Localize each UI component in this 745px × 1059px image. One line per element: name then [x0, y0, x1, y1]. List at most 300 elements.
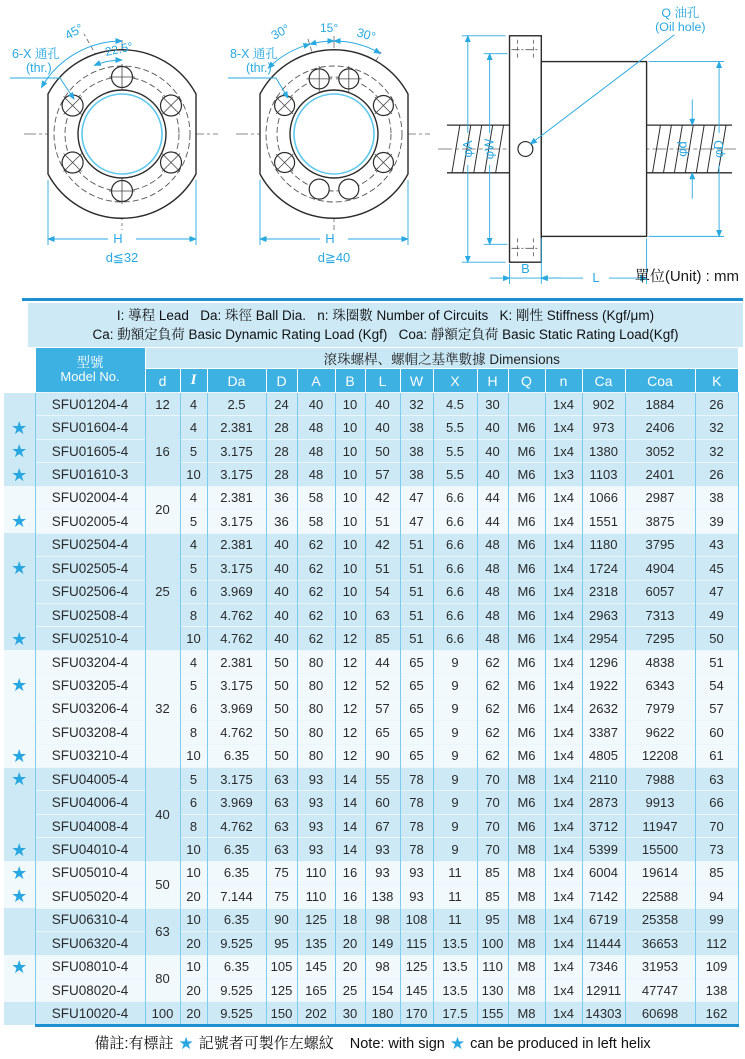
spec-cell: M6	[508, 439, 545, 462]
spec-cell: 62	[477, 674, 508, 697]
nut-body	[541, 62, 646, 237]
footer-zh-prefix: 備註:有標註	[94, 1035, 174, 1052]
spec-cell: 73	[695, 838, 738, 861]
spec-cell: 1x4	[545, 814, 582, 837]
spec-cell: 4	[180, 650, 207, 673]
spec-cell: 39	[695, 510, 738, 533]
spec-cell: 4.762	[207, 814, 266, 837]
table-row	[4, 697, 738, 720]
spec-cell: 85	[365, 627, 400, 650]
spec-cell: 78	[400, 768, 433, 791]
spec-cell: 44	[477, 510, 508, 533]
spec-cell: 47	[400, 510, 433, 533]
column-head-x: X	[433, 369, 477, 393]
spec-cell: M6	[508, 416, 545, 439]
d-value-cell: 16	[145, 416, 180, 486]
spec-cell: 1551	[582, 510, 625, 533]
spec-cell: 10	[335, 580, 365, 603]
spec-cell: 1x4	[545, 721, 582, 744]
model-no-cell: SFU10020-4	[35, 1002, 145, 1025]
spec-cell: 7979	[625, 697, 695, 720]
left-helix-star-icon: ★	[4, 885, 35, 908]
spec-cell: 2987	[625, 486, 695, 509]
spec-cell: 28	[266, 463, 297, 486]
spec-cell: 19614	[625, 861, 695, 884]
spec-cell: 110	[297, 861, 335, 884]
spec-cell: 10	[335, 557, 365, 580]
spec-cell: 7346	[582, 955, 625, 978]
column-head-b: B	[335, 369, 365, 393]
spec-cell: 49	[695, 603, 738, 626]
spec-cell: 3.969	[207, 697, 266, 720]
spec-cell: 162	[695, 1002, 738, 1025]
left-helix-star-icon: ★	[4, 416, 35, 439]
spec-cell: 93	[297, 768, 335, 791]
dia-d-small-label: φd	[674, 141, 690, 157]
d-value-cell: 80	[145, 955, 180, 1002]
model-no-cell: SFU08020-4	[35, 978, 145, 1001]
spec-cell: 2401	[625, 463, 695, 486]
spec-cell: 28	[266, 416, 297, 439]
spec-cell: 1x4	[545, 650, 582, 673]
spec-cell: 10	[335, 603, 365, 626]
spec-cell: 90	[266, 908, 297, 931]
spec-cell: 2.381	[207, 533, 266, 556]
spec-cell: 47	[400, 486, 433, 509]
spec-cell: 1x4	[545, 978, 582, 1001]
spec-cell: M6	[508, 791, 545, 814]
spec-cell: 95	[266, 932, 297, 955]
spec-cell: 80	[297, 744, 335, 767]
spec-table-body	[4, 393, 738, 1026]
star-spacer	[4, 1002, 35, 1025]
spec-cell: 10	[180, 627, 207, 650]
table-row	[4, 650, 738, 673]
spec-cell: 6057	[625, 580, 695, 603]
spec-cell: 1x4	[545, 603, 582, 626]
spec-cell: 4.762	[207, 627, 266, 650]
spec-cell: 44	[477, 486, 508, 509]
legend-line-1: I: 導程 Lead Da: 珠徑 Ball Dia. n: 珠圈數 Number of Circuits K: 剛性 Stiffness (Kgf/μm)	[116, 308, 655, 323]
spec-cell: 16	[335, 861, 365, 884]
table-row	[4, 885, 738, 908]
spec-cell: 7295	[625, 627, 695, 650]
drawing-flange-8holes	[222, 14, 432, 266]
spec-cell: 9	[433, 768, 477, 791]
holes-count-label: 8-X 通孔	[230, 47, 278, 61]
model-no-cell: SFU01604-4	[35, 416, 145, 439]
spec-cell: 105	[266, 955, 297, 978]
spec-cell: 40	[297, 393, 335, 416]
thr-label: (thr.)	[26, 61, 52, 75]
spec-cell: 18	[335, 908, 365, 931]
column-head-n: n	[545, 369, 582, 393]
left-helix-star-icon: ★	[4, 861, 35, 884]
model-no-cell: SFU02504-4	[35, 533, 145, 556]
star-spacer	[4, 393, 35, 416]
spec-cell: 11	[433, 885, 477, 908]
spec-cell: 85	[477, 885, 508, 908]
table-row	[4, 955, 738, 978]
dia-w-label: φW	[481, 138, 497, 160]
spec-cell: 1922	[582, 674, 625, 697]
spec-cell	[508, 393, 545, 416]
table-row	[4, 674, 738, 697]
table-row	[4, 932, 738, 955]
model-no-cell: SFU03208-4	[35, 721, 145, 744]
spec-cell: 62	[297, 627, 335, 650]
spec-cell: M8	[508, 861, 545, 884]
spec-cell: 9	[433, 721, 477, 744]
column-head-q: Q	[508, 369, 545, 393]
spec-cell: 6.6	[433, 603, 477, 626]
spec-cell: 150	[266, 1002, 297, 1025]
spec-cell: 26	[695, 463, 738, 486]
spec-cell: 6	[180, 697, 207, 720]
spec-cell: 11947	[625, 814, 695, 837]
spec-cell: 65	[400, 697, 433, 720]
angle-15-label: 15°	[320, 21, 339, 35]
spec-cell: 10	[180, 838, 207, 861]
spec-cell: 10	[180, 463, 207, 486]
spec-cell: M8	[508, 885, 545, 908]
spec-cell: 40	[266, 557, 297, 580]
spec-cell: 93	[365, 838, 400, 861]
spec-cell: 67	[365, 814, 400, 837]
model-no-cell: SFU06320-4	[35, 932, 145, 955]
spec-cell: 202	[297, 1002, 335, 1025]
model-no-cell: SFU02508-4	[35, 603, 145, 626]
spec-cell: 63	[266, 791, 297, 814]
spec-cell: 6.6	[433, 557, 477, 580]
spec-cell: 44	[365, 650, 400, 673]
spec-cell: 1x4	[545, 416, 582, 439]
column-head-d: D	[266, 369, 297, 393]
spec-cell: 50	[266, 744, 297, 767]
spec-cell: 1380	[582, 439, 625, 462]
spec-cell: 40	[266, 580, 297, 603]
spec-cell: 48	[297, 416, 335, 439]
spec-cell: M6	[508, 814, 545, 837]
spec-cell: 93	[297, 791, 335, 814]
model-no-cell: SFU02510-4	[35, 627, 145, 650]
spec-cell: 20	[180, 1002, 207, 1025]
spec-cell: 4.762	[207, 721, 266, 744]
spec-cell: 5	[180, 768, 207, 791]
spec-cell: 5.5	[433, 439, 477, 462]
table-row	[4, 838, 738, 861]
spec-cell: 3.175	[207, 439, 266, 462]
spec-cell: 51	[365, 510, 400, 533]
spec-cell: 78	[400, 791, 433, 814]
spec-cell: 12	[335, 721, 365, 744]
spec-cell: 10	[335, 439, 365, 462]
spec-table-wrap	[4, 348, 738, 1027]
spec-cell: 70	[477, 791, 508, 814]
spec-cell: 112	[695, 932, 738, 955]
left-helix-star-icon: ★	[4, 463, 35, 486]
spec-cell: 5	[180, 674, 207, 697]
spec-cell: 54	[695, 674, 738, 697]
spec-cell: 36	[266, 486, 297, 509]
oil-hole-label: Q 油孔	[661, 5, 700, 20]
spec-cell: 24	[266, 393, 297, 416]
angle-30-left-label: 30°	[268, 21, 293, 43]
column-head-da: Da	[207, 369, 266, 393]
spec-cell: 2318	[582, 580, 625, 603]
spec-cell: 48	[477, 627, 508, 650]
spec-cell: 93	[365, 861, 400, 884]
bore-outer	[290, 90, 378, 178]
spec-cell: 50	[695, 627, 738, 650]
column-head-d: d	[145, 369, 180, 393]
spec-cell: 2.381	[207, 486, 266, 509]
spec-cell: M8	[508, 978, 545, 1001]
spec-cell: 6.35	[207, 861, 266, 884]
spec-cell: 1x4	[545, 885, 582, 908]
column-head-ca: Ca	[582, 369, 625, 393]
spec-cell: M6	[508, 580, 545, 603]
spec-cell: 12	[335, 697, 365, 720]
spec-cell: 9.525	[207, 978, 266, 1001]
spec-cell: 902	[582, 393, 625, 416]
spec-cell: M6	[508, 697, 545, 720]
spec-cell: 60698	[625, 1002, 695, 1025]
spec-cell: 11	[433, 908, 477, 931]
spec-cell: 10	[335, 463, 365, 486]
spec-cell: 973	[582, 416, 625, 439]
spec-cell: 63	[266, 814, 297, 837]
spec-cell: 9913	[625, 791, 695, 814]
spec-cell: 78	[400, 814, 433, 837]
model-no-cell: SFU02505-4	[35, 557, 145, 580]
spec-cell: 14	[335, 791, 365, 814]
spec-cell: 4.762	[207, 603, 266, 626]
spec-table	[4, 348, 739, 1027]
spec-cell: 48	[297, 463, 335, 486]
spec-cell: M6	[508, 463, 545, 486]
dia-a-label: φA	[459, 140, 475, 158]
spec-cell: 85	[477, 861, 508, 884]
spec-cell: 51	[400, 533, 433, 556]
spec-cell: 15500	[625, 838, 695, 861]
spec-cell: 57	[695, 697, 738, 720]
star-spacer	[4, 978, 35, 1001]
d-range-label: d≦32	[105, 250, 139, 265]
spec-cell: 65	[400, 674, 433, 697]
spec-cell: 62	[477, 697, 508, 720]
spec-cell: 2.5	[207, 393, 266, 416]
spec-cell: 63	[266, 768, 297, 791]
spec-cell: 1x4	[545, 439, 582, 462]
spec-cell: 93	[297, 814, 335, 837]
spec-cell: 3712	[582, 814, 625, 837]
spec-cell: 4805	[582, 744, 625, 767]
spec-cell: 13.5	[433, 978, 477, 1001]
left-helix-star-icon: ★	[4, 838, 35, 861]
spec-cell: 108	[400, 908, 433, 931]
spec-cell: 50	[266, 697, 297, 720]
spec-cell: 12208	[625, 744, 695, 767]
d-value-cell: 40	[145, 768, 180, 862]
spec-cell: 36653	[625, 932, 695, 955]
table-row	[4, 393, 738, 416]
spec-cell: 109	[695, 955, 738, 978]
divider-rule	[22, 298, 743, 301]
table-row	[4, 557, 738, 580]
spec-cell: 20	[180, 932, 207, 955]
spec-cell: 10	[180, 955, 207, 978]
spec-cell: 36	[266, 510, 297, 533]
spec-cell: 26	[695, 393, 738, 416]
spec-cell: M6	[508, 603, 545, 626]
spec-cell: 10	[180, 744, 207, 767]
spec-cell: 70	[477, 768, 508, 791]
model-no-cell: SFU02506-4	[35, 580, 145, 603]
footer-en-suffix: can be produced in left helix	[470, 1036, 651, 1052]
model-head-zh: 型號	[76, 355, 104, 370]
spec-cell: 1884	[625, 393, 695, 416]
spec-cell: 2954	[582, 627, 625, 650]
spec-cell: 30	[477, 393, 508, 416]
spec-cell: 9	[433, 838, 477, 861]
spec-cell: 40	[266, 627, 297, 650]
spec-cell: 2.381	[207, 416, 266, 439]
spec-cell: 25358	[625, 908, 695, 931]
model-column-head	[35, 348, 145, 393]
spec-cell: 40	[365, 393, 400, 416]
spec-cell: 14	[335, 768, 365, 791]
spec-cell: 7313	[625, 603, 695, 626]
h-dim-label: H	[113, 231, 123, 246]
spec-cell: 138	[695, 978, 738, 1001]
spec-cell: 60	[365, 791, 400, 814]
column-head-i: I	[180, 369, 207, 393]
left-helix-star-icon: ★	[4, 510, 35, 533]
spec-cell: M6	[508, 650, 545, 673]
spec-cell: 1x4	[545, 744, 582, 767]
spec-cell: 80	[297, 674, 335, 697]
unit-label: 單位(Unit) : mm	[634, 268, 739, 285]
spec-cell: 40	[365, 416, 400, 439]
spec-cell: 4	[180, 416, 207, 439]
spec-cell: 110	[477, 955, 508, 978]
table-row	[4, 627, 738, 650]
spec-cell: 13.5	[433, 955, 477, 978]
spec-cell: 6.35	[207, 955, 266, 978]
column-head-h: H	[477, 369, 508, 393]
spec-cell: 12	[335, 650, 365, 673]
spec-cell: 65	[365, 721, 400, 744]
table-row	[4, 580, 738, 603]
spec-cell: 2110	[582, 768, 625, 791]
spec-cell: 1180	[582, 533, 625, 556]
spec-cell: M6	[508, 744, 545, 767]
spec-cell: 52	[365, 674, 400, 697]
spec-cell: 20	[180, 978, 207, 1001]
table-row	[4, 814, 738, 837]
spec-cell: 99	[695, 908, 738, 931]
d-value-cell: 63	[145, 908, 180, 955]
spec-cell: M8	[508, 908, 545, 931]
spec-cell: 65	[400, 721, 433, 744]
spec-cell: 3.175	[207, 674, 266, 697]
spec-cell: 6.6	[433, 627, 477, 650]
spec-cell: 31953	[625, 955, 695, 978]
spec-cell: M6	[508, 486, 545, 509]
spec-cell: 50	[266, 721, 297, 744]
d-value-cell: 32	[145, 650, 180, 767]
footer-zh-suffix: 記號者可製作左螺紋	[198, 1035, 334, 1052]
spec-cell: M6	[508, 510, 545, 533]
spec-cell: 1x4	[545, 1002, 582, 1025]
spec-cell: 51	[400, 580, 433, 603]
spec-cell: 51	[400, 603, 433, 626]
spec-cell: M6	[508, 721, 545, 744]
spec-cell: 6.6	[433, 486, 477, 509]
spec-cell: 1x4	[545, 908, 582, 931]
spec-cell: 165	[297, 978, 335, 1001]
model-no-cell: SFU02005-4	[35, 510, 145, 533]
angle-22-label: 22.5°	[103, 39, 135, 59]
model-no-cell: SFU08010-4	[35, 955, 145, 978]
star-spacer	[4, 603, 35, 626]
spec-cell: 4838	[625, 650, 695, 673]
spec-cell: 58	[297, 486, 335, 509]
spec-cell: 80	[297, 650, 335, 673]
spec-cell: 9	[433, 674, 477, 697]
table-row	[4, 416, 738, 439]
column-head-w: W	[400, 369, 433, 393]
spec-cell: 6719	[582, 908, 625, 931]
model-no-cell: SFU04006-4	[35, 791, 145, 814]
spec-cell: 48	[477, 580, 508, 603]
spec-cell: 63	[695, 768, 738, 791]
angle-30-right-label: 30°	[355, 25, 378, 45]
spec-cell: 62	[297, 580, 335, 603]
spec-cell: 62	[297, 557, 335, 580]
spec-cell: 8	[180, 603, 207, 626]
spec-cell: 75	[266, 885, 297, 908]
spec-cell: 125	[297, 908, 335, 931]
spec-cell: 3052	[625, 439, 695, 462]
spec-cell: 47	[695, 580, 738, 603]
bore-outer	[78, 90, 166, 178]
spec-cell: 63	[266, 838, 297, 861]
spec-cell: M6	[508, 533, 545, 556]
spec-cell: 38	[400, 439, 433, 462]
spec-cell: 9.525	[207, 1002, 266, 1025]
spec-cell: M8	[508, 1002, 545, 1025]
spec-cell: 138	[365, 885, 400, 908]
spec-cell: 78	[400, 838, 433, 861]
table-row	[4, 721, 738, 744]
spec-cell: 2.381	[207, 650, 266, 673]
spec-cell: 5	[180, 557, 207, 580]
spec-cell: 22588	[625, 885, 695, 908]
spec-cell: 6.6	[433, 533, 477, 556]
spec-cell: 40	[477, 416, 508, 439]
spec-cell: 6	[180, 791, 207, 814]
dimensions-title: 滾珠螺桿、螺帽之基準數據 Dimensions	[145, 348, 738, 369]
d-value-cell: 100	[145, 1002, 180, 1025]
spec-cell: 2873	[582, 791, 625, 814]
table-row	[4, 533, 738, 556]
star-spacer	[4, 533, 35, 556]
spec-cell: 51	[400, 557, 433, 580]
spec-cell: M8	[508, 955, 545, 978]
spec-cell: 5.5	[433, 463, 477, 486]
